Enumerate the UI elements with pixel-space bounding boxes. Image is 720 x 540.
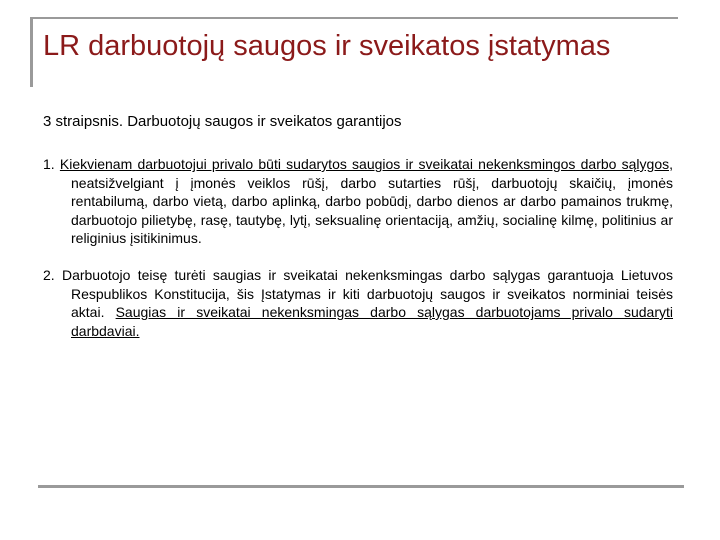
paragraph-1-number: 1. (43, 156, 55, 172)
paragraph-2-number: 2. (43, 267, 55, 283)
frame-top-line (30, 17, 678, 19)
frame-bottom-line (38, 485, 684, 488)
paragraph-1 (43, 155, 673, 248)
slide-title: LR darbuotojų saugos ir sveikatos įstatymas (43, 30, 611, 62)
paragraph-1-text: neatsižvelgiant į įmonės veiklos rūšį, darbo sutarties rūšį, darbuotojų skaičių, įmonės rentabilumą, darbo vietą, darbo aplinką, darbo pobūdį, darbo dienos ar darbo pamainos trukmę, darbuotojo pilietybę, rasę, tautybę, lytį, seksualinę orientaciją, amžių, socialinę kilmę, politinius ar religinius įsitikinimus. (71, 174, 673, 246)
article-heading: 3 straipsnis. Darbuotojų saugos ir sveikatos garantijos (43, 113, 402, 130)
paragraph-1-underlined-text: Kiekvienam darbuotojui privalo būti sudarytos saugios ir sveikatai nekenksmingos darbo sąlygos, (59, 156, 673, 172)
frame-left-line (30, 17, 33, 87)
paragraph-2-text: Darbuotojo teisę turėti saugias ir sveikatai nekenksmingas darbo sąlygas garantuoja Lietuvos Respublikos Konstitucija, šis Įstatymas ir kiti darbuotojų saugos ir sveikatos norminiai teisės aktai. (61, 267, 673, 320)
paragraph-2 (43, 266, 673, 340)
paragraph-2-underlined-text: Saugias ir sveikatai nekenksmingas darbo sąlygas darbuotojams privalo sudaryti darbdaviai. (71, 304, 674, 339)
